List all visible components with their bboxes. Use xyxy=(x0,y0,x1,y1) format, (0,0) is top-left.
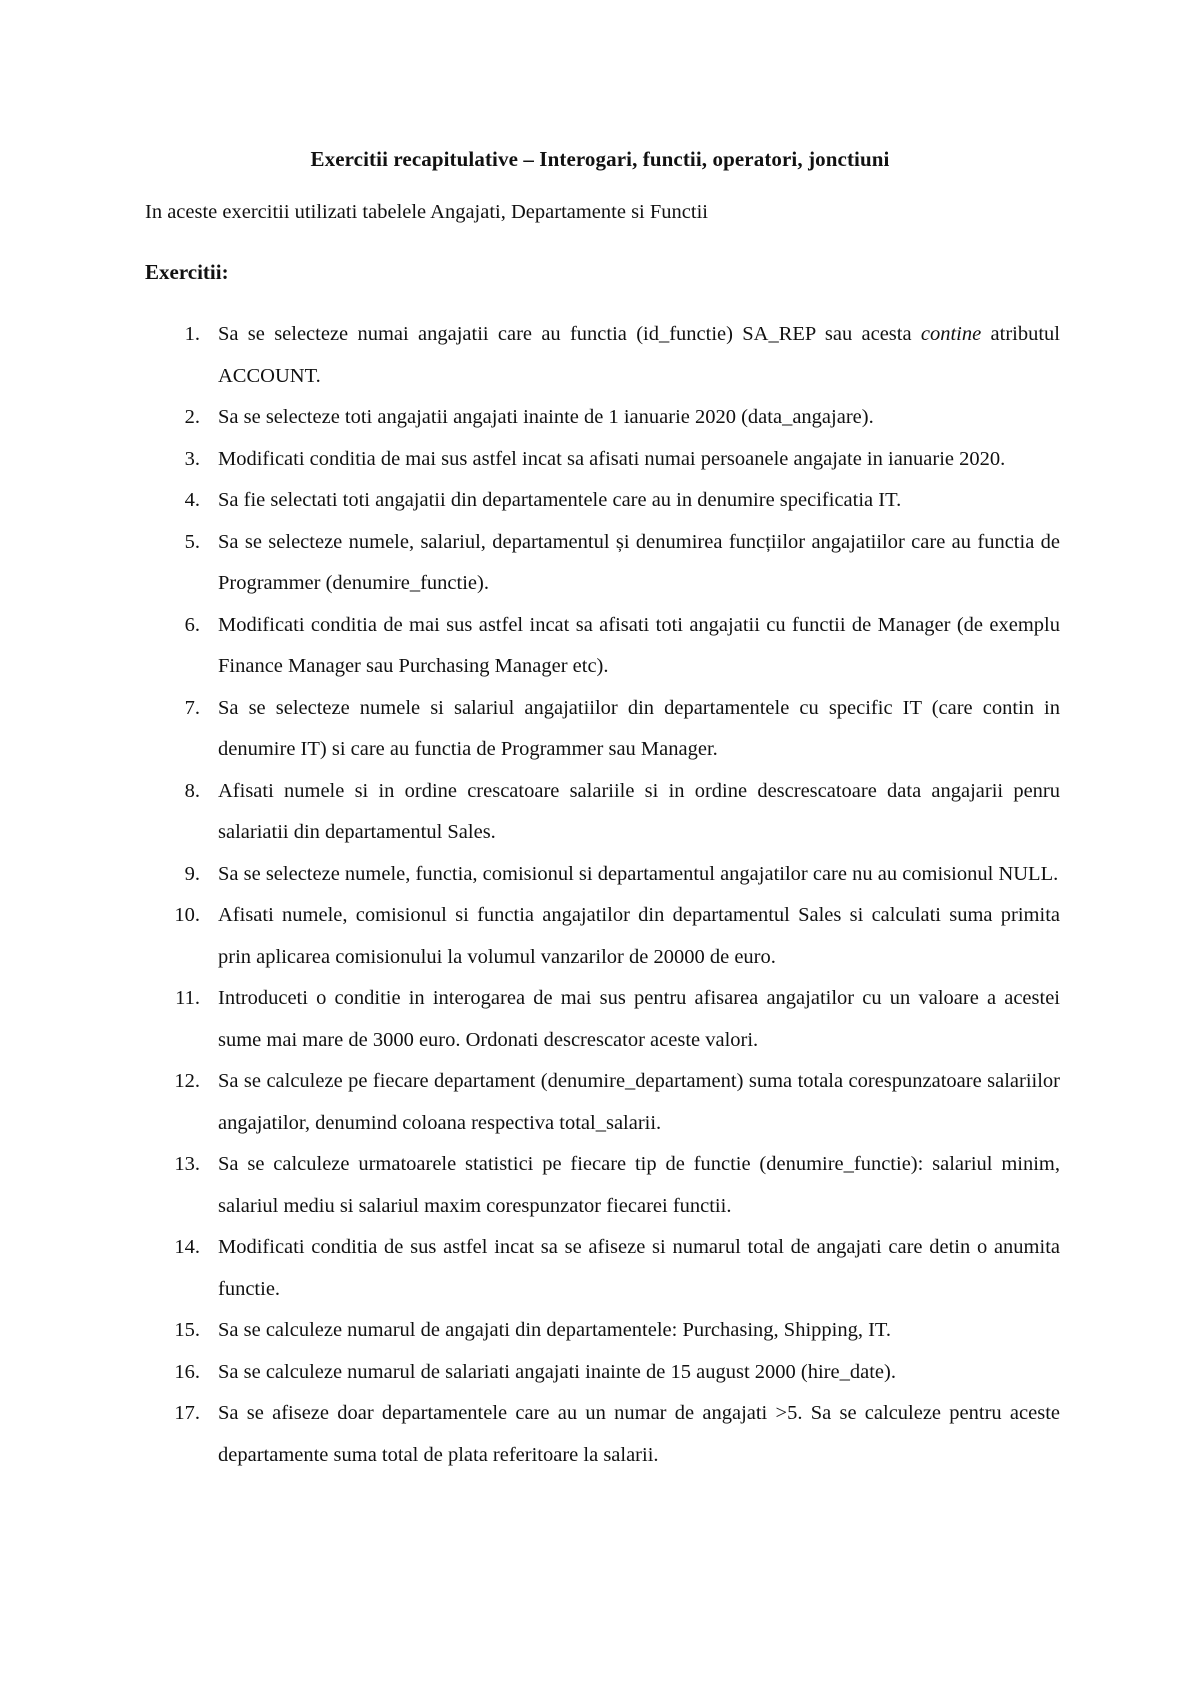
list-item xyxy=(145,688,1060,771)
list-item-text: Sa se afiseze doar departamentele care au un numar de angajati >5. Sa se calculeze pentru aceste departamente suma total de plata referitoare la salarii. xyxy=(218,1402,1060,1466)
list-item xyxy=(145,1393,1060,1476)
list-item-text: Introduceti o conditie in interogarea de mai sus pentru afisarea angajatilor cu un valoare a acestei sume mai mare de 3000 euro. Ordonati descrescator aceste valori. xyxy=(218,987,1060,1051)
list-item-text: Afisati numele, comisionul si functia angajatilor din departamentul Sales si calculati suma primita prin aplicarea comisionului la volumul vanzarilor de 20000 de euro. xyxy=(218,904,1060,968)
list-item-text-part: atributul ACCOUNT. xyxy=(218,323,1060,387)
list-item-text: Sa se selecteze numele si salariul angajatiilor din departamentele cu specific IT (care contin in denumire IT) si care au functia de Programmer sau Manager. xyxy=(218,696,1060,760)
list-item-number: 8. xyxy=(184,779,200,802)
list-item xyxy=(145,895,1060,978)
list-item xyxy=(145,854,1060,896)
list-item-number: 11. xyxy=(175,987,200,1009)
list-item xyxy=(145,771,1060,854)
list-item-text xyxy=(218,323,1060,387)
list-item-number: 12. xyxy=(174,1070,200,1092)
list-item-text: Modificati conditia de mai sus astfel incat sa afisati numai persoanele angajate in ianuarie 2020. xyxy=(218,447,1006,470)
list-item-text: Sa se calculeze urmatoarele statistici pe fiecare tip de functie (denumire_functie): salariul minim, salariul mediu si salariul maxim corespunzator fiecarei functii. xyxy=(218,1153,1060,1217)
list-item-number: 4. xyxy=(184,489,200,511)
list-item xyxy=(145,522,1060,605)
list-item xyxy=(145,1352,1060,1394)
list-item-text: Modificati conditia de mai sus astfel incat sa afisati toti angajatii cu functii de Manager (de exemplu Finance Manager sau Purchasing Manager etc). xyxy=(218,613,1060,677)
list-item-text: Sa se calculeze pe fiecare departament (denumire_departament) suma totala corespunzatoare salariilor angajatilor, denumind coloana respectiva total_salarii. xyxy=(218,1070,1060,1134)
list-item-number: 10. xyxy=(174,904,200,926)
list-item-text: Sa se selecteze numele, salariul, departamentul și denumirea funcțiilor angajatiilor care au functia de Programmer (denumire_functie). xyxy=(218,530,1060,594)
list-item-number: 3. xyxy=(184,447,200,470)
list-item-text: Afisati numele si in ordine crescatoare salariile si in ordine descrescatoare data angajarii penru salariatii din departamentul Sales. xyxy=(218,779,1060,843)
exercise-list xyxy=(145,314,1060,1476)
document-title: Exercitii recapitulative – Interogari, functii, operatori, jonctiuni xyxy=(310,147,890,171)
list-item-number: 5. xyxy=(184,530,200,553)
list-item-number: 13. xyxy=(174,1153,200,1175)
list-item-number: 6. xyxy=(184,613,200,636)
list-item-number: 2. xyxy=(184,406,200,428)
list-item xyxy=(145,605,1060,688)
intro-paragraph: In aceste exercitii utilizati tabelele Angajati, Departamente si Functii xyxy=(145,201,708,223)
list-item-number: 7. xyxy=(184,696,200,719)
list-item xyxy=(145,480,1060,522)
list-item xyxy=(145,1144,1060,1227)
list-item-number: 1. xyxy=(184,323,200,345)
list-item-text: Sa fie selectati toti angajatii din departamentele care au in denumire specificatia IT. xyxy=(218,489,902,511)
list-item xyxy=(145,1227,1060,1310)
list-item xyxy=(145,1061,1060,1144)
list-item-text: Sa se selecteze numele, functia, comisionul si departamentul angajatilor care nu au comisionul NULL. xyxy=(218,862,1059,885)
list-item xyxy=(145,314,1060,397)
list-item xyxy=(145,1310,1060,1352)
list-item-text: Sa se calculeze numarul de angajati din departamentele: Purchasing, Shipping, IT. xyxy=(218,1319,892,1341)
list-item-number: 14. xyxy=(174,1236,200,1258)
list-item-italic-word: contine xyxy=(920,323,982,345)
list-item-number: 9. xyxy=(184,862,200,885)
list-item-number: 17. xyxy=(174,1402,200,1424)
list-item xyxy=(145,439,1060,481)
section-heading: Exercitii: xyxy=(145,260,229,284)
list-item-text: Sa se selecteze toti angajatii angajati inainte de 1 ianuarie 2020 (data_angajare). xyxy=(218,406,874,428)
list-item-text: Modificati conditia de sus astfel incat sa se afiseze si numarul total de angajati care detin o anumita functie. xyxy=(218,1236,1060,1300)
list-item-text-part: Sa se selecteze numai angajatii care au functia (id_functie) SA_REP sau acesta xyxy=(218,323,921,345)
list-item-number: 15. xyxy=(174,1319,200,1341)
list-item xyxy=(145,397,1060,439)
list-item xyxy=(145,978,1060,1061)
list-item-text: Sa se calculeze numarul de salariati angajati inainte de 15 august 2000 (hire_date). xyxy=(218,1360,896,1383)
list-item-number: 16. xyxy=(174,1360,200,1383)
